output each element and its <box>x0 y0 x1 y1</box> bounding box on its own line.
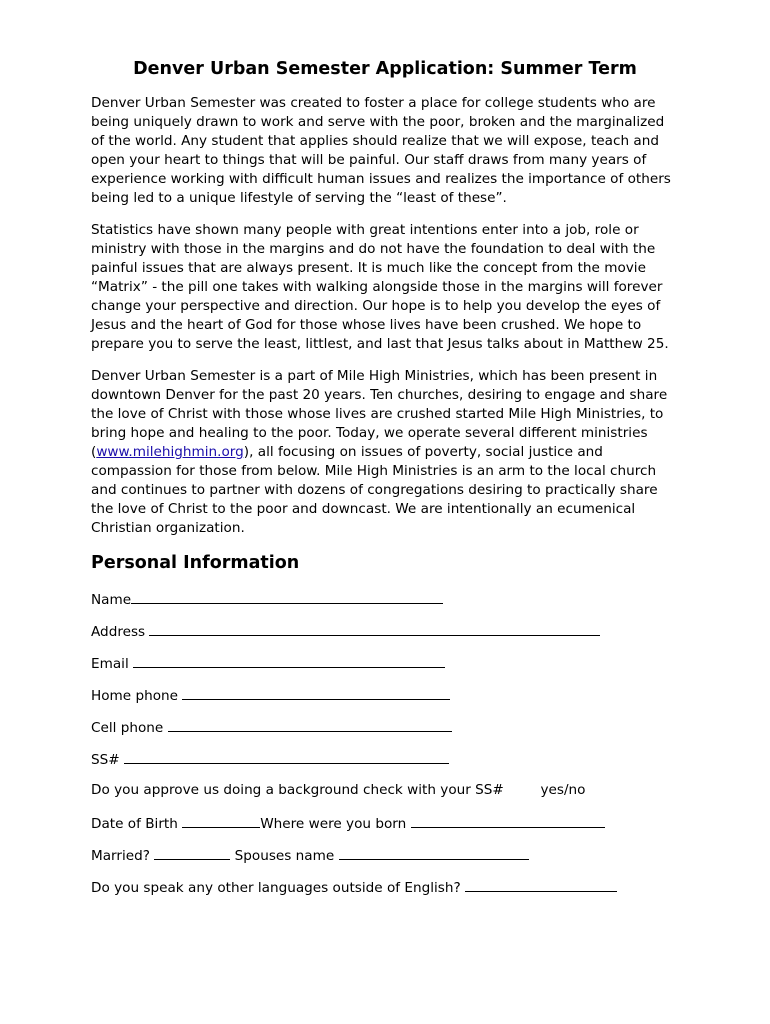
dob-blank[interactable] <box>182 813 260 828</box>
paragraph-line: and continues to partner with dozens of congregations desiring to practically share <box>91 482 658 498</box>
paragraph-line: experience working with difficult human issues and realizes the importance of others <box>91 171 671 187</box>
cell-phone-field <box>91 717 452 738</box>
paragraph-line: being uniquely drawn to work and serve with the poor, broken and the marginalized <box>91 114 665 130</box>
intro-paragraph <box>91 94 691 208</box>
paragraph-line: bring hope and healing to the poor. Today, we operate several different ministries <box>91 425 648 441</box>
birth-field <box>91 813 605 834</box>
paragraph-line: Christian organization. <box>91 520 245 536</box>
paragraph-line: the love of Christ with those whose lives are crushed started Mile High Ministries, to <box>91 406 664 422</box>
paragraph-line: compassion for those from below. Mile High Ministries is an arm to the local church <box>91 463 657 479</box>
website-link[interactable]: www.milehighmin.org <box>96 444 244 460</box>
email-blank[interactable] <box>133 653 445 668</box>
married-blank[interactable] <box>154 845 230 860</box>
paragraph-line: being led to a unique lifestyle of serving the “least of these”. <box>91 190 507 206</box>
married-label: Married? <box>91 848 150 864</box>
born-label: Where were you born <box>260 816 407 832</box>
languages-field <box>91 877 617 898</box>
background-check-options[interactable]: yes/no <box>540 782 586 798</box>
languages-label: Do you speak any other languages outside of English? <box>91 880 461 896</box>
paragraph-line-with-link <box>91 443 691 462</box>
paragraph-line: painful issues that are always present. It is much like the concept from the movie <box>91 260 646 276</box>
spouse-blank[interactable] <box>339 845 529 860</box>
paragraph-line: downtown Denver for the past 20 years. Ten churches, desiring to engage and share <box>91 387 668 403</box>
email-field <box>91 653 445 674</box>
paragraph-line: of the world. Any student that applies should realize that we will expose, teach and <box>91 133 659 149</box>
paragraph-line: the love of Christ to the poor and downcast. We are intentionally an ecumenical <box>91 501 636 517</box>
section-title-personal-information: Personal Information <box>91 553 300 573</box>
ss-blank[interactable] <box>124 749 449 764</box>
marital-field <box>91 845 529 866</box>
link-trailing-text: ), all focusing on issues of poverty, social justice and <box>243 444 603 460</box>
born-blank[interactable] <box>411 813 605 828</box>
cell-phone-label: Cell phone <box>91 720 164 736</box>
home-phone-field <box>91 685 450 706</box>
paragraph-line: open your heart to things that will be painful. Our staff draws from many years of <box>91 152 647 168</box>
background-check-label: Do you approve us doing a background check with your SS# <box>91 782 504 798</box>
home-phone-blank[interactable] <box>182 685 450 700</box>
address-blank[interactable] <box>149 621 600 636</box>
paragraph-line: Denver Urban Semester was created to foster a place for college students who are <box>91 95 656 111</box>
cell-phone-blank[interactable] <box>168 717 452 732</box>
languages-blank[interactable] <box>465 877 617 892</box>
name-blank[interactable] <box>131 589 443 604</box>
ss-field <box>91 749 449 770</box>
ministry-paragraph <box>91 367 691 538</box>
document-title: Denver Urban Semester Application: Summer Term <box>133 59 637 79</box>
home-phone-label: Home phone <box>91 688 179 704</box>
name-label: Name <box>91 592 132 608</box>
address-label: Address <box>91 624 146 640</box>
paragraph-line: change your perspective and direction. Our hope is to help you develop the eyes of <box>91 298 661 314</box>
email-label: Email <box>91 656 129 672</box>
paragraph-line: ministry with those in the margins and do not have the foundation to deal with the <box>91 241 656 257</box>
address-field <box>91 621 600 642</box>
name-field <box>91 589 443 610</box>
paragraph-line: Statistics have shown many people with great intentions enter into a job, role or <box>91 222 639 238</box>
paragraph-line: prepare you to serve the least, littlest, and last that Jesus talks about in Matthew 25. <box>91 336 669 352</box>
ss-label: SS# <box>91 752 120 768</box>
paragraph-line: Jesus and the heart of God for those whose lives have been crushed. We hope to <box>91 317 642 333</box>
spouse-label: Spouses name <box>234 848 335 864</box>
paren-open: ( <box>91 444 97 460</box>
background-check-field <box>91 781 586 800</box>
statistics-paragraph <box>91 221 691 354</box>
dob-label: Date of Birth <box>91 816 178 832</box>
paragraph-line: “Matrix” - the pill one takes with walking alongside those in the margins will forever <box>91 279 663 295</box>
paragraph-line: Denver Urban Semester is a part of Mile High Ministries, which has been present in <box>91 368 658 384</box>
